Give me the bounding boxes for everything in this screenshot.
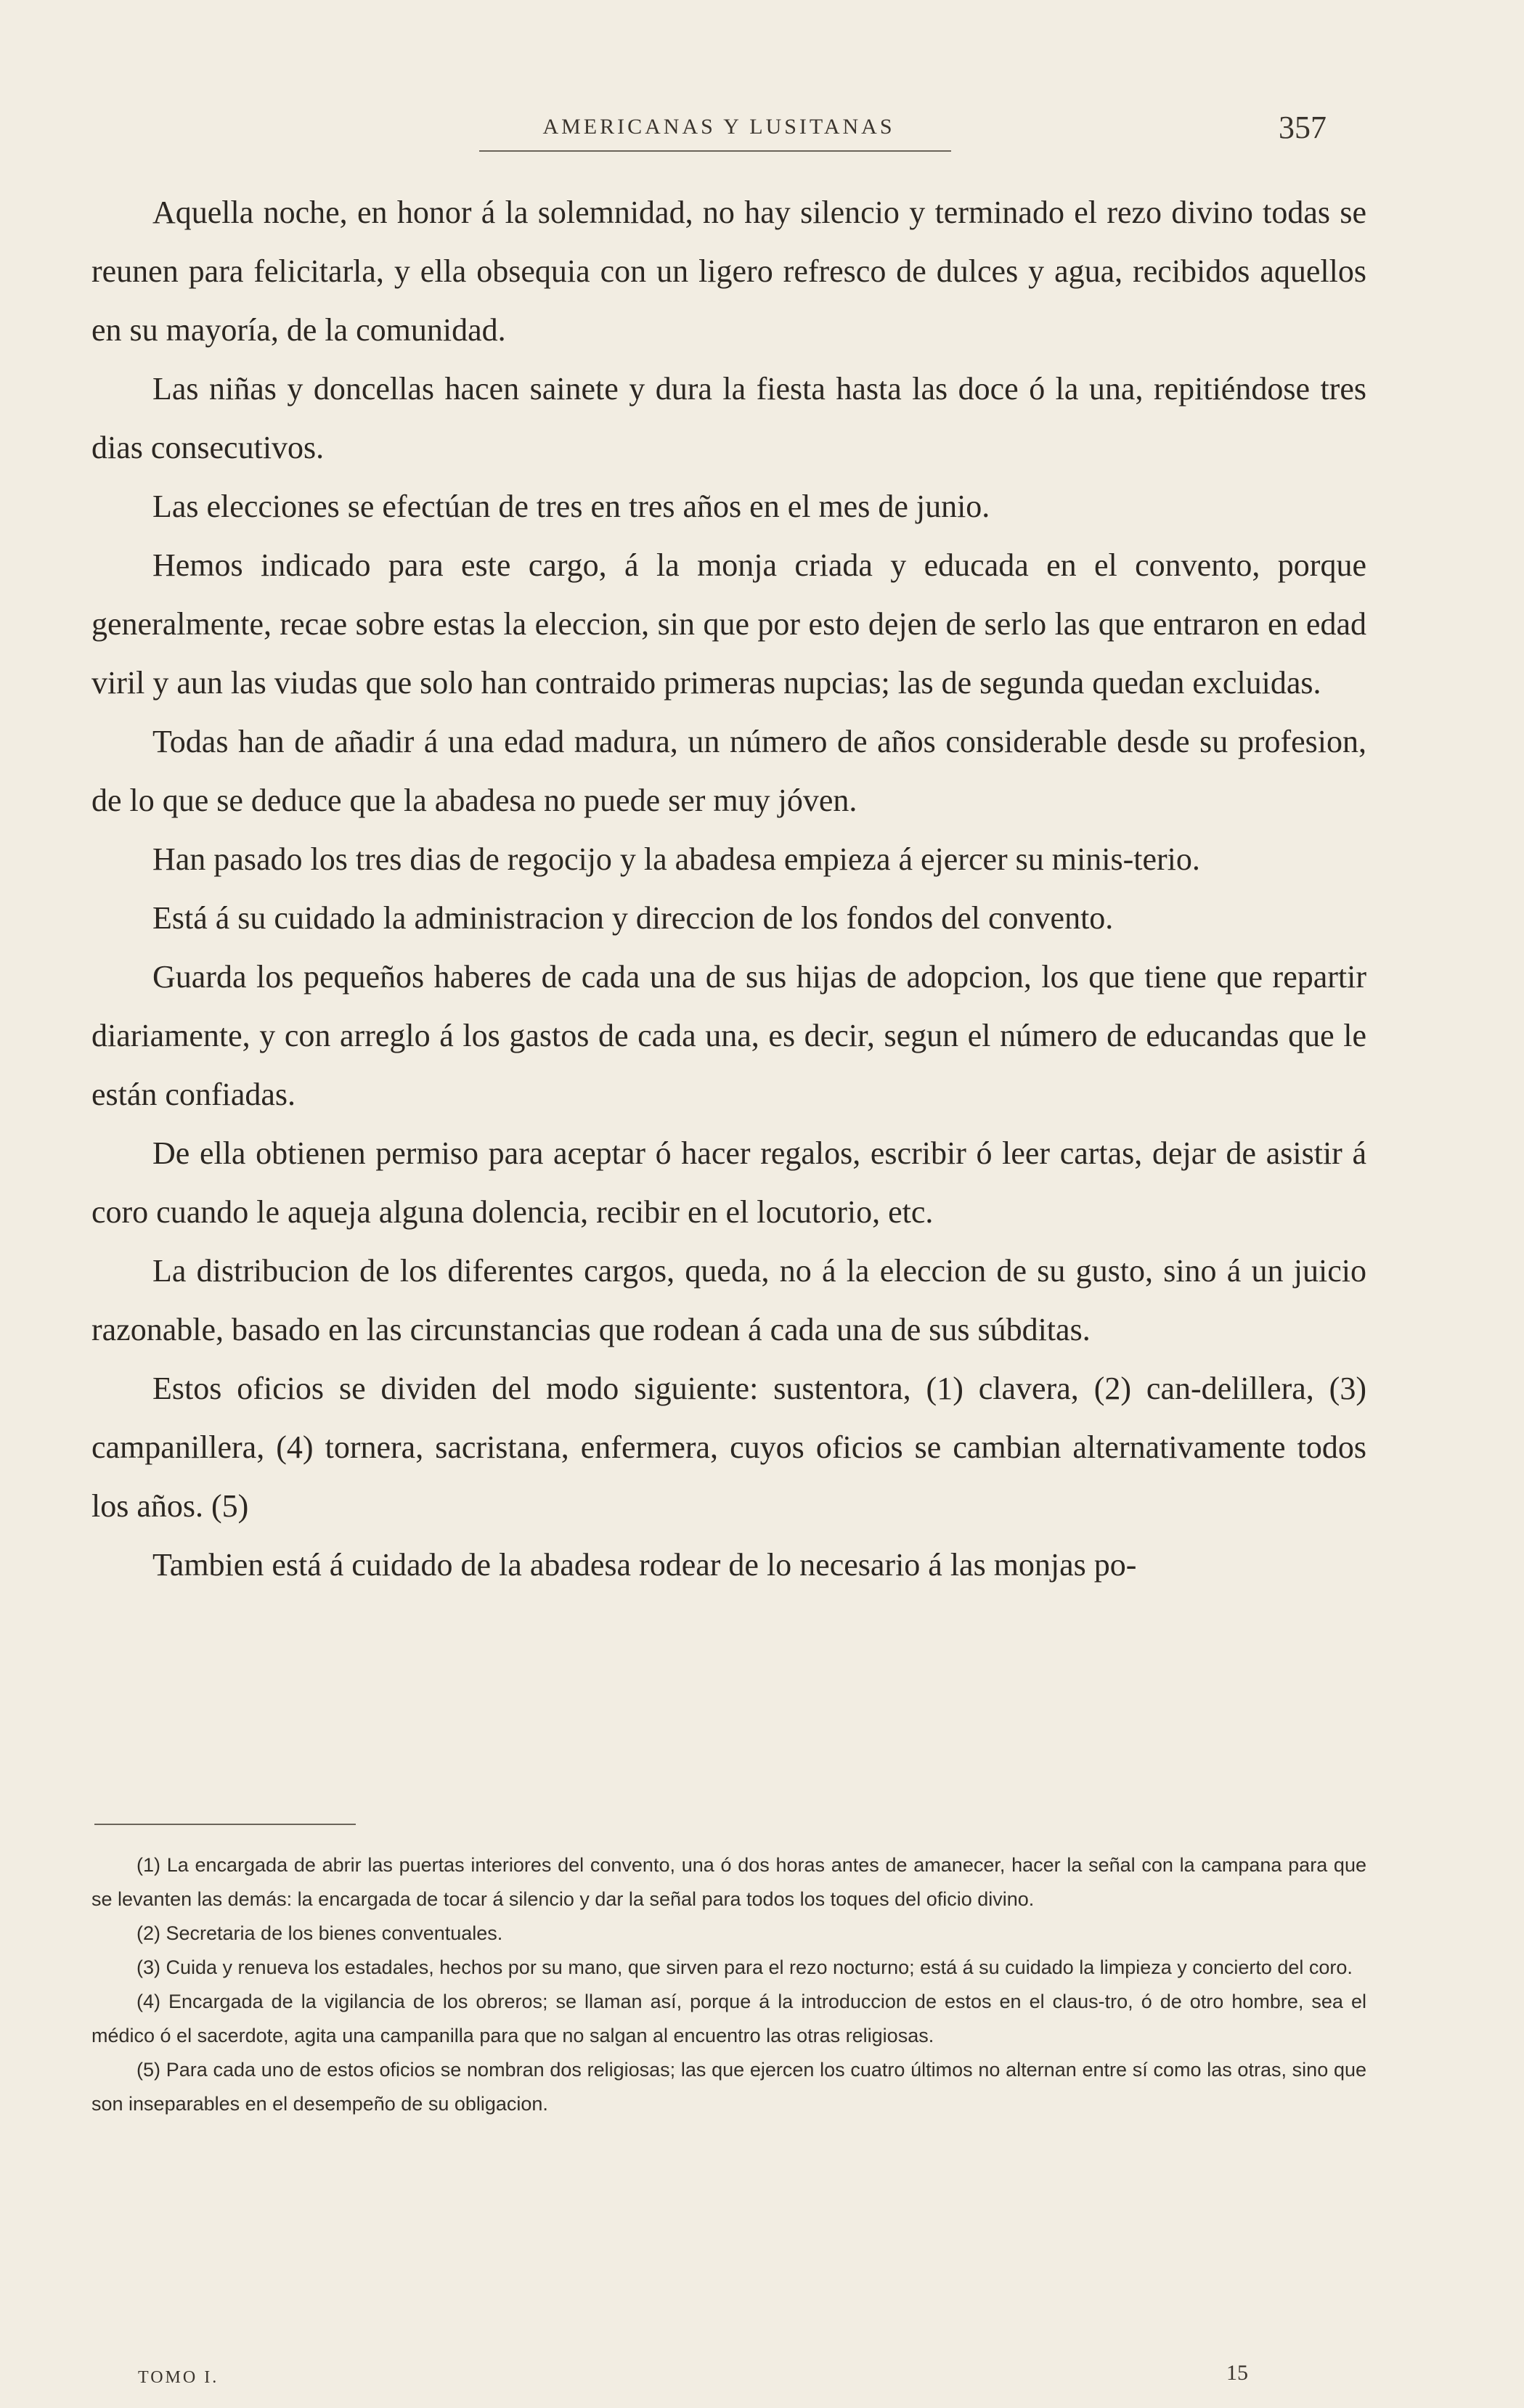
running-title: AMERICANAS Y LUSITANAS <box>542 115 895 139</box>
footnote-rule <box>94 1824 356 1825</box>
signature-number: 15 <box>1226 2361 1248 2385</box>
paragraph: Aquella noche, en honor á la solemnidad, no hay silencio y terminado el rezo divino todas se reunen para felicitarla, y ella obsequia con un ligero refresco de dulces y agua, recibidos aquellos en su mayoría, de la comunidad. <box>91 195 1366 348</box>
paragraph: Guarda los pequeños haberes de cada una de sus hijas de adopcion, los que tiene que repartir diariamente, y con arreglo á los gastos de cada una, es decir, segun el número de educandas que le están confiadas. <box>91 959 1366 1112</box>
paragraph: De ella obtienen permiso para aceptar ó hacer regalos, escribir ó leer cartas, dejar de asistir á coro cuando le aqueja alguna dolencia, recibir en el locutorio, etc. <box>91 1135 1366 1230</box>
paragraph: Estos oficios se dividen del modo siguiente: sustentora, (1) clavera, (2) can-delillera, (3) campanillera, (4) tornera, sacristana, enfermera, cuyos oficios se cambian alternativamente todos los años. (5) <box>91 1371 1366 1524</box>
footnote: (3) Cuida y renueva los estadales, hechos por su mano, que sirven para el rezo nocturno; está á su cuidado la limpieza y concierto del coro. <box>136 1956 1353 1978</box>
paragraph: Las elecciones se efectúan de tres en tres años en el mes de junio. <box>152 489 990 524</box>
page-number: 357 <box>1279 110 1327 145</box>
footnotes <box>91 1848 1366 2121</box>
paragraph: Tambien está á cuidado de la abadesa rodear de lo necesario á las monjas po- <box>152 1547 1137 1583</box>
paragraph: La distribucion de los diferentes cargos, queda, no á la eleccion de su gusto, sino á un juicio razonable, basado en las circunstancias que rodean á cada una de sus súbditas. <box>91 1253 1366 1347</box>
header-rule <box>479 150 951 152</box>
footnote: (1) La encargada de abrir las puertas interiores del convento, una ó dos horas antes de amanecer, hacer la señal con la campana para que se levanten las demás: la encargada de tocar á silencio y dar la señal para todos los toques del oficio divino. <box>91 1854 1366 1910</box>
footnote: (4) Encargada de la vigilancia de los obreros; se llaman así, porque á la introduccion de estos en el claus-tro, ó de otro hombre, sea el médico ó el sacerdote, agita una campanilla para que no salgan al encuentro las otras religiosas. <box>91 1991 1366 2046</box>
body-text <box>91 183 1366 1594</box>
footnote: (5) Para cada uno de estos oficios se nombran dos religiosas; las que ejercen los cuatro últimos no alternan entre sí como las otras, sino que son inseparables en el desempeño de su obligacion. <box>91 2059 1366 2115</box>
printer-signature: TOMO I. <box>138 2368 219 2387</box>
paragraph: Hemos indicado para este cargo, á la monja criada y educada en el convento, porque generalmente, recae sobre estas la eleccion, sin que por esto dejen de serlo las que entraron en edad viril y aun las viudas que solo han contraido primeras nupcias; las de segunda quedan excluidas. <box>91 547 1366 701</box>
paragraph: Las niñas y doncellas hacen sainete y dura la fiesta hasta las doce ó la una, repitiéndose tres dias consecutivos. <box>91 371 1366 465</box>
paragraph: Han pasado los tres dias de regocijo y la abadesa empieza á ejercer su minis-terio. <box>152 841 1200 877</box>
paragraph: Está á su cuidado la administracion y direccion de los fondos del convento. <box>152 900 1114 936</box>
paragraph: Todas han de añadir á una edad madura, un número de años considerable desde su profesion, de lo que se deduce que la abadesa no puede ser muy jóven. <box>91 724 1366 818</box>
footnote: (2) Secretaria de los bienes conventuales. <box>136 1922 503 1944</box>
